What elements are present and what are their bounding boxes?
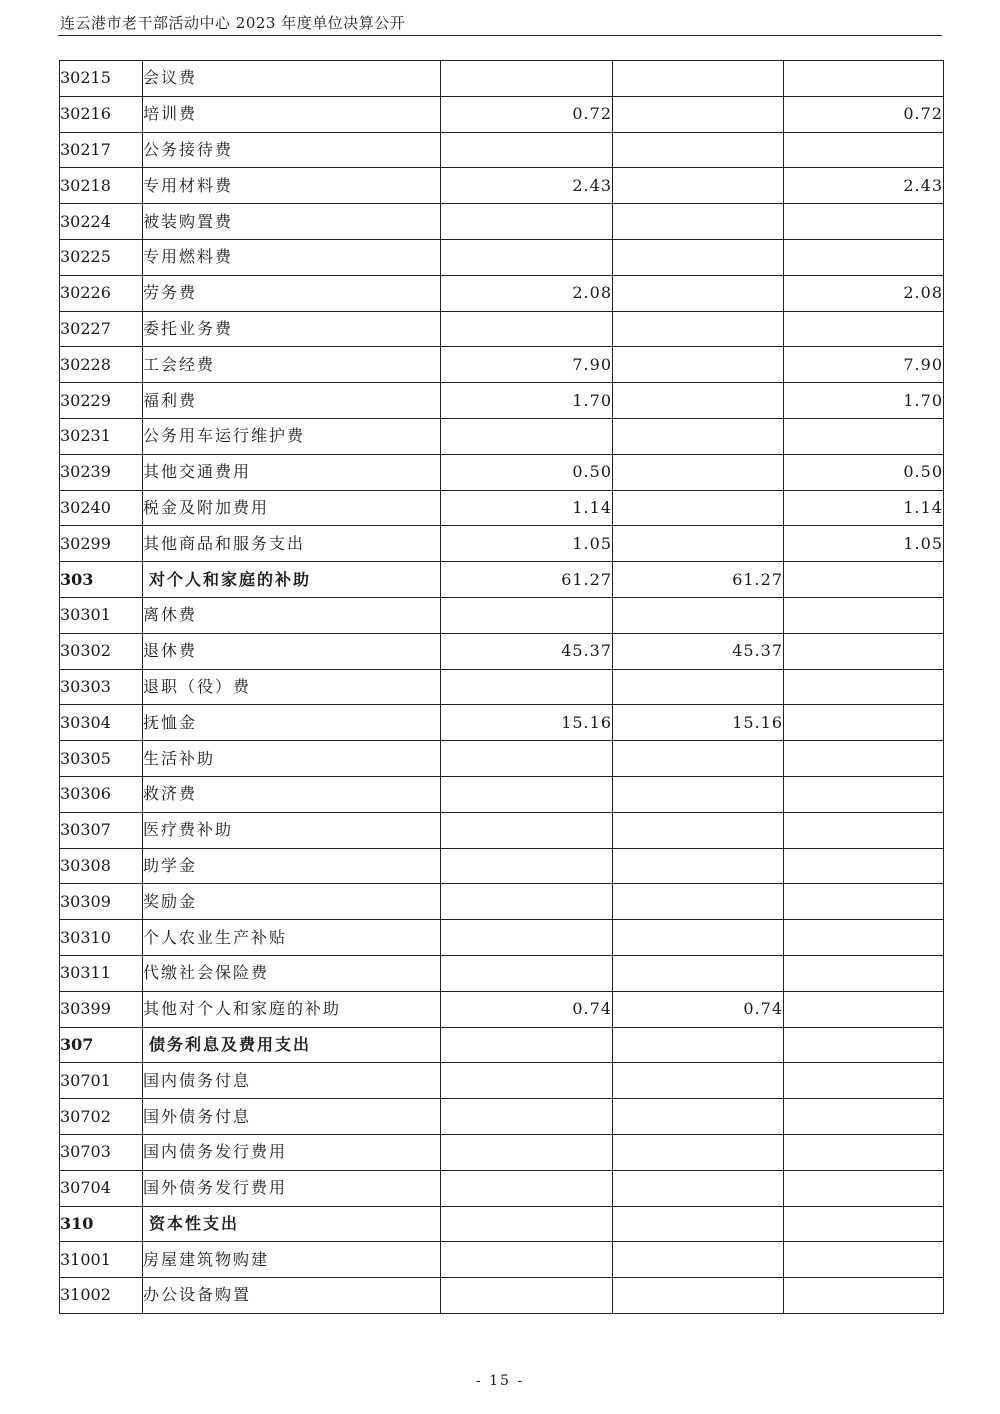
row-value-col1 xyxy=(441,1278,613,1314)
row-code: 30701 xyxy=(60,1063,143,1099)
row-code: 30307 xyxy=(60,812,143,848)
row-code: 30215 xyxy=(60,61,143,97)
row-name: 抚恤金 xyxy=(143,705,441,741)
row-name: 其他交通费用 xyxy=(143,454,441,490)
row-value-col3 xyxy=(784,741,944,777)
row-value-col3 xyxy=(784,776,944,812)
row-name: 福利费 xyxy=(143,383,441,419)
table-row xyxy=(60,920,944,956)
table-row xyxy=(60,96,944,132)
row-code: 310 xyxy=(60,1206,143,1242)
row-value-col3 xyxy=(784,597,944,633)
row-value-col1: 1.14 xyxy=(441,490,613,526)
table-row xyxy=(60,418,944,454)
row-value-col2 xyxy=(613,1170,784,1206)
row-value-col1 xyxy=(441,1134,613,1170)
row-name: 退休费 xyxy=(143,633,441,669)
table-row xyxy=(60,955,944,991)
table-row xyxy=(60,61,944,97)
row-code: 30704 xyxy=(60,1170,143,1206)
row-value-col3 xyxy=(784,884,944,920)
row-value-col1: 2.08 xyxy=(441,275,613,311)
row-code: 30703 xyxy=(60,1134,143,1170)
table-row xyxy=(60,741,944,777)
row-value-col2 xyxy=(613,1134,784,1170)
row-value-col1 xyxy=(441,884,613,920)
row-name: 医疗费补助 xyxy=(143,812,441,848)
row-name: 国内债务发行费用 xyxy=(143,1134,441,1170)
row-code: 30299 xyxy=(60,526,143,562)
row-name: 委托业务费 xyxy=(143,311,441,347)
row-name: 代缴社会保险费 xyxy=(143,955,441,991)
row-value-col2: 45.37 xyxy=(613,633,784,669)
row-code: 30231 xyxy=(60,418,143,454)
table-row xyxy=(60,1278,944,1314)
row-value-col1: 61.27 xyxy=(441,562,613,598)
row-code: 30304 xyxy=(60,705,143,741)
row-name: 国内债务付息 xyxy=(143,1063,441,1099)
row-value-col1: 1.70 xyxy=(441,383,613,419)
row-code: 30224 xyxy=(60,204,143,240)
row-value-col3 xyxy=(784,1027,944,1063)
row-value-col2 xyxy=(613,490,784,526)
row-value-col2 xyxy=(613,776,784,812)
row-value-col1 xyxy=(441,1027,613,1063)
table-row xyxy=(60,884,944,920)
row-value-col1 xyxy=(441,1170,613,1206)
row-value-col1 xyxy=(441,1206,613,1242)
row-code: 303 xyxy=(60,562,143,598)
row-value-col2 xyxy=(613,418,784,454)
row-value-col2 xyxy=(613,1027,784,1063)
table-body xyxy=(60,61,944,1314)
table-row xyxy=(60,812,944,848)
row-code: 30229 xyxy=(60,383,143,419)
row-value-col3: 1.14 xyxy=(784,490,944,526)
row-value-col2 xyxy=(613,204,784,240)
row-value-col2 xyxy=(613,383,784,419)
row-value-col2 xyxy=(613,1063,784,1099)
row-name: 个人农业生产补贴 xyxy=(143,920,441,956)
row-value-col1: 0.74 xyxy=(441,991,613,1027)
row-value-col1 xyxy=(441,132,613,168)
table-row xyxy=(60,383,944,419)
row-value-col2 xyxy=(613,597,784,633)
row-name: 公务用车运行维护费 xyxy=(143,418,441,454)
budget-expenditure-table xyxy=(59,60,944,1314)
row-value-col1 xyxy=(441,1063,613,1099)
row-value-col3 xyxy=(784,991,944,1027)
row-value-col3 xyxy=(784,669,944,705)
row-name: 债务利息及费用支出 xyxy=(143,1027,441,1063)
row-value-col1 xyxy=(441,311,613,347)
row-code: 30310 xyxy=(60,920,143,956)
row-name: 税金及附加费用 xyxy=(143,490,441,526)
table-row xyxy=(60,1242,944,1278)
row-value-col2: 15.16 xyxy=(613,705,784,741)
row-code: 30301 xyxy=(60,597,143,633)
row-value-col3 xyxy=(784,204,944,240)
row-code: 30227 xyxy=(60,311,143,347)
row-code: 30308 xyxy=(60,848,143,884)
row-code: 30305 xyxy=(60,741,143,777)
page-number: - 15 - xyxy=(475,1373,525,1389)
row-value-col1: 7.90 xyxy=(441,347,613,383)
header-divider xyxy=(58,35,942,36)
row-value-col2 xyxy=(613,812,784,848)
row-value-col3 xyxy=(784,705,944,741)
row-value-col2 xyxy=(613,311,784,347)
row-value-col1 xyxy=(441,597,613,633)
row-value-col3 xyxy=(784,562,944,598)
table-row xyxy=(60,311,944,347)
row-value-col3: 0.50 xyxy=(784,454,944,490)
row-value-col3 xyxy=(784,848,944,884)
row-value-col3 xyxy=(784,955,944,991)
row-value-col3 xyxy=(784,61,944,97)
row-value-col1 xyxy=(441,812,613,848)
table-row xyxy=(60,204,944,240)
row-value-col2 xyxy=(613,239,784,275)
row-value-col3 xyxy=(784,633,944,669)
row-name: 培训费 xyxy=(143,96,441,132)
row-value-col3: 0.72 xyxy=(784,96,944,132)
row-value-col2 xyxy=(613,275,784,311)
row-code: 30306 xyxy=(60,776,143,812)
row-code: 31002 xyxy=(60,1278,143,1314)
row-value-col3 xyxy=(784,239,944,275)
row-value-col3: 7.90 xyxy=(784,347,944,383)
row-value-col1 xyxy=(441,955,613,991)
row-value-col3: 2.43 xyxy=(784,168,944,204)
row-value-col3 xyxy=(784,1242,944,1278)
row-value-col2: 61.27 xyxy=(613,562,784,598)
row-code: 30218 xyxy=(60,168,143,204)
row-name: 对个人和家庭的补助 xyxy=(143,562,441,598)
row-value-col3: 2.08 xyxy=(784,275,944,311)
row-value-col3: 1.70 xyxy=(784,383,944,419)
row-value-col1 xyxy=(441,848,613,884)
row-value-col1: 2.43 xyxy=(441,168,613,204)
row-value-col2 xyxy=(613,741,784,777)
row-value-col1 xyxy=(441,741,613,777)
table-row xyxy=(60,1134,944,1170)
row-name: 被装购置费 xyxy=(143,204,441,240)
table-row xyxy=(60,705,944,741)
table-row xyxy=(60,132,944,168)
table-row xyxy=(60,347,944,383)
row-name: 国外债务付息 xyxy=(143,1099,441,1135)
row-code: 30226 xyxy=(60,275,143,311)
table-row xyxy=(60,776,944,812)
row-value-col2 xyxy=(613,1242,784,1278)
table-row xyxy=(60,168,944,204)
row-name: 其他商品和服务支出 xyxy=(143,526,441,562)
row-name: 奖励金 xyxy=(143,884,441,920)
row-name: 资本性支出 xyxy=(143,1206,441,1242)
row-value-col2 xyxy=(613,61,784,97)
row-value-col3 xyxy=(784,920,944,956)
row-name: 办公设备购置 xyxy=(143,1278,441,1314)
row-value-col3 xyxy=(784,812,944,848)
row-value-col1: 1.05 xyxy=(441,526,613,562)
table-row xyxy=(60,1099,944,1135)
row-value-col1 xyxy=(441,776,613,812)
row-value-col3 xyxy=(784,311,944,347)
row-code: 31001 xyxy=(60,1242,143,1278)
row-value-col3 xyxy=(784,132,944,168)
row-value-col2 xyxy=(613,955,784,991)
row-value-col3 xyxy=(784,1134,944,1170)
row-value-col1 xyxy=(441,1099,613,1135)
row-name: 国外债务发行费用 xyxy=(143,1170,441,1206)
table-row xyxy=(60,1063,944,1099)
row-value-col2 xyxy=(613,920,784,956)
row-value-col2 xyxy=(613,1278,784,1314)
row-value-col2 xyxy=(613,669,784,705)
row-value-col2: 0.74 xyxy=(613,991,784,1027)
table-row-group xyxy=(60,1027,944,1063)
row-code: 30225 xyxy=(60,239,143,275)
table-row xyxy=(60,1170,944,1206)
row-value-col2 xyxy=(613,884,784,920)
row-value-col1 xyxy=(441,239,613,275)
row-code: 30702 xyxy=(60,1099,143,1135)
table-row-group xyxy=(60,562,944,598)
row-code: 30303 xyxy=(60,669,143,705)
row-value-col1 xyxy=(441,61,613,97)
row-code: 30240 xyxy=(60,490,143,526)
row-name: 工会经费 xyxy=(143,347,441,383)
row-code: 30311 xyxy=(60,955,143,991)
row-value-col3 xyxy=(784,1099,944,1135)
row-code: 30216 xyxy=(60,96,143,132)
table-row xyxy=(60,454,944,490)
row-name: 会议费 xyxy=(143,61,441,97)
row-value-col2 xyxy=(613,132,784,168)
row-value-col3 xyxy=(784,1170,944,1206)
row-value-col1: 45.37 xyxy=(441,633,613,669)
row-code: 307 xyxy=(60,1027,143,1063)
row-name: 生活补助 xyxy=(143,741,441,777)
table-row xyxy=(60,991,944,1027)
row-name: 离休费 xyxy=(143,597,441,633)
row-name: 公务接待费 xyxy=(143,132,441,168)
row-value-col2 xyxy=(613,454,784,490)
row-code: 30399 xyxy=(60,991,143,1027)
row-value-col2 xyxy=(613,848,784,884)
row-value-col2 xyxy=(613,1099,784,1135)
row-value-col2 xyxy=(613,96,784,132)
row-value-col2 xyxy=(613,347,784,383)
row-value-col1 xyxy=(441,669,613,705)
row-value-col3 xyxy=(784,1063,944,1099)
row-name: 劳务费 xyxy=(143,275,441,311)
row-value-col1: 15.16 xyxy=(441,705,613,741)
row-code: 30228 xyxy=(60,347,143,383)
row-value-col3 xyxy=(784,1206,944,1242)
row-name: 救济费 xyxy=(143,776,441,812)
row-value-col1 xyxy=(441,920,613,956)
row-name: 退职（役）费 xyxy=(143,669,441,705)
row-name: 房屋建筑物购建 xyxy=(143,1242,441,1278)
row-value-col3 xyxy=(784,1278,944,1314)
row-value-col1: 0.50 xyxy=(441,454,613,490)
row-value-col1 xyxy=(441,204,613,240)
row-value-col3 xyxy=(784,418,944,454)
table-row xyxy=(60,490,944,526)
table-row xyxy=(60,239,944,275)
document-header-title: 连云港市老干部活动中心 2023 年度单位决算公开 xyxy=(60,14,406,32)
row-value-col2 xyxy=(613,1206,784,1242)
row-name: 其他对个人和家庭的补助 xyxy=(143,991,441,1027)
row-name: 专用材料费 xyxy=(143,168,441,204)
row-value-col1: 0.72 xyxy=(441,96,613,132)
row-code: 30217 xyxy=(60,132,143,168)
table-row xyxy=(60,848,944,884)
row-code: 30302 xyxy=(60,633,143,669)
table-row xyxy=(60,597,944,633)
row-code: 30239 xyxy=(60,454,143,490)
row-value-col2 xyxy=(613,168,784,204)
row-name: 助学金 xyxy=(143,848,441,884)
table-row xyxy=(60,633,944,669)
row-value-col3: 1.05 xyxy=(784,526,944,562)
row-name: 专用燃料费 xyxy=(143,239,441,275)
row-value-col1 xyxy=(441,1242,613,1278)
row-value-col2 xyxy=(613,526,784,562)
table-row xyxy=(60,526,944,562)
table-row xyxy=(60,275,944,311)
table-row xyxy=(60,669,944,705)
row-code: 30309 xyxy=(60,884,143,920)
table-row-group xyxy=(60,1206,944,1242)
row-value-col1 xyxy=(441,418,613,454)
